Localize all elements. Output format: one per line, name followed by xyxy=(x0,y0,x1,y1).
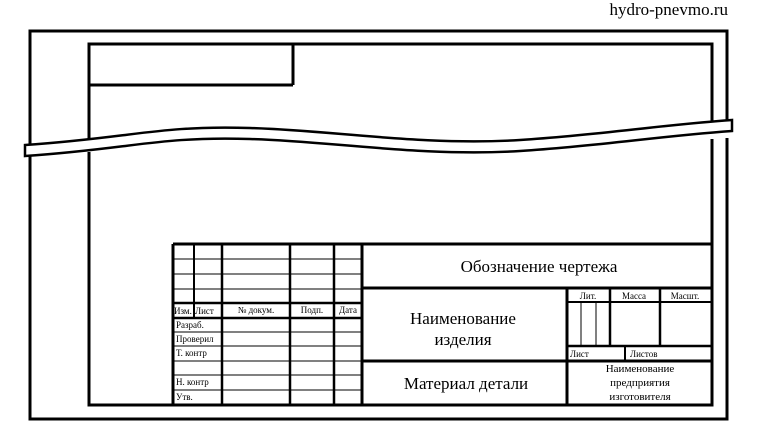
company-line3: изготовителя xyxy=(609,391,671,403)
role-checked: Проверил xyxy=(176,334,214,344)
sheet-label: Лист xyxy=(570,349,589,359)
role-approved: Утв. xyxy=(176,392,193,402)
company-line2: предприятия xyxy=(610,377,670,389)
header-date: Дата xyxy=(339,305,357,315)
sheets-label: Листов xyxy=(630,349,658,359)
header-izm: Изм. xyxy=(174,306,192,316)
scale-header: Масшт. xyxy=(670,291,700,301)
role-developed: Разраб. xyxy=(176,320,204,330)
header-doc-no: № докум. xyxy=(237,305,275,315)
header-list: Лист xyxy=(195,306,214,316)
product-name-line2: изделия xyxy=(434,330,492,349)
top-left-box xyxy=(89,44,293,85)
company-line1: Наименование xyxy=(605,363,675,375)
letter-header: Лит. xyxy=(579,291,597,301)
watermark-text: hydro-pnevmo.ru xyxy=(609,0,728,19)
material-label: Материал детали xyxy=(403,374,529,393)
header-sign: Подп. xyxy=(300,305,324,315)
product-name-line1: Наименование xyxy=(410,309,516,328)
drawing-designation: Обозначение чертежа xyxy=(460,257,618,276)
role-tech-control: Т. контр xyxy=(176,348,207,358)
role-norm-control: Н. контр xyxy=(176,377,209,387)
change-table-headers xyxy=(174,305,357,316)
break-lines xyxy=(25,120,732,156)
title-block xyxy=(173,244,712,405)
mass-header: Масса xyxy=(621,291,647,301)
